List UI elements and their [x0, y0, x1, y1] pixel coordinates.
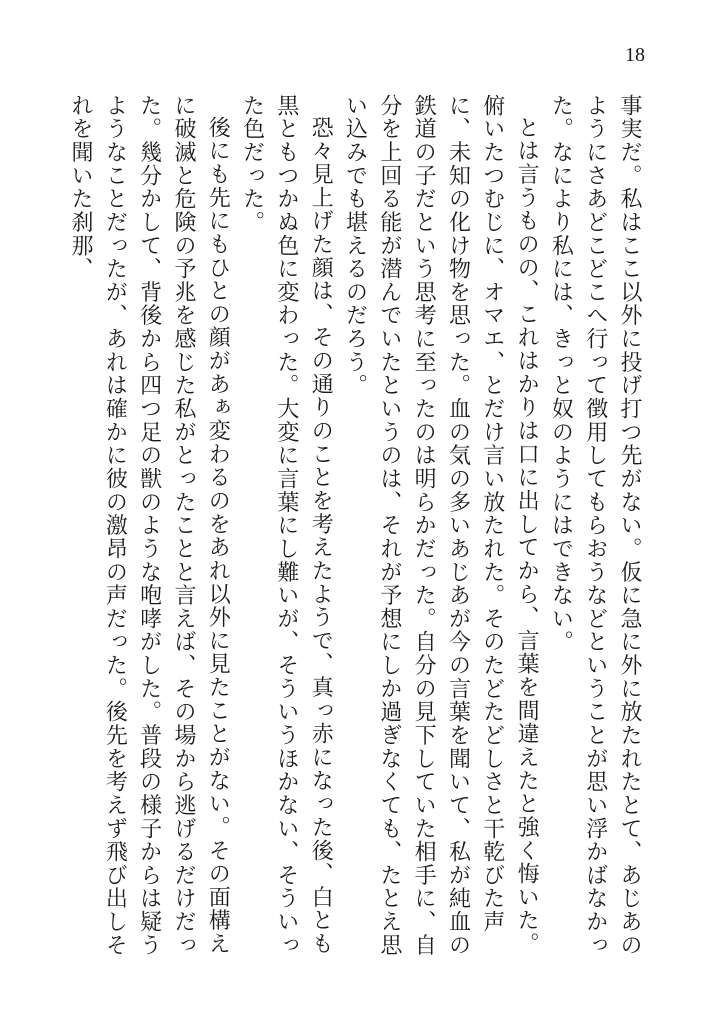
- body-text: [63, 94, 646, 974]
- page-number: 18: [625, 44, 645, 66]
- paragraph-1: 事実だ。私はここ以外に投げ打つ先がない。仮に急に外に放たれたとて、あじあのようにさあどこどこへ行って徴用してもらおうなどということが思い浮かばなかった。なにより私には、きっと奴のようにはできない。: [548, 94, 642, 957]
- paragraph-2: とは言うものの、これはかりは口に出してから、言葉を間違えたと強く悔いた。俯いたつむじに、オマエ、とだけ言い放たれた。そのたどたどしさと干乾びた声に、未知の化け物を思った。血の気の多いあじあが今の言葉を聞いて、私が純血の鉄道の子だという思考に至ったのは明らかだった。自分の見下していた相手に、自分を上回る能が潜んでいたというのは、それが予想にしか過ぎなくても、たとえ思い込みでも堪えるのだろう。: [342, 94, 540, 957]
- paragraph-3: 恐々見上げた顔は、その通りのことを考えたようで、真っ赤になった後、白とも黒ともつかぬ色に変わった。大変に言葉にし難いが、そういうほかない、そういった色だった。: [239, 94, 334, 957]
- paragraph-4: 後にも先にもひとの顔があぁ変わるのをあれ以外に見たことがない。その面構えに破滅と危険の予兆を感じた私がとったことと言えば、その場から逃げるだけだった。幾分かして、背後から四つ足の獣のような咆哮がした。普段の様子からは疑うようなことだったが、あれは確かに彼の激昂の声だった。後先を考えず飛び出しそれを聞いた刹那、: [68, 94, 231, 957]
